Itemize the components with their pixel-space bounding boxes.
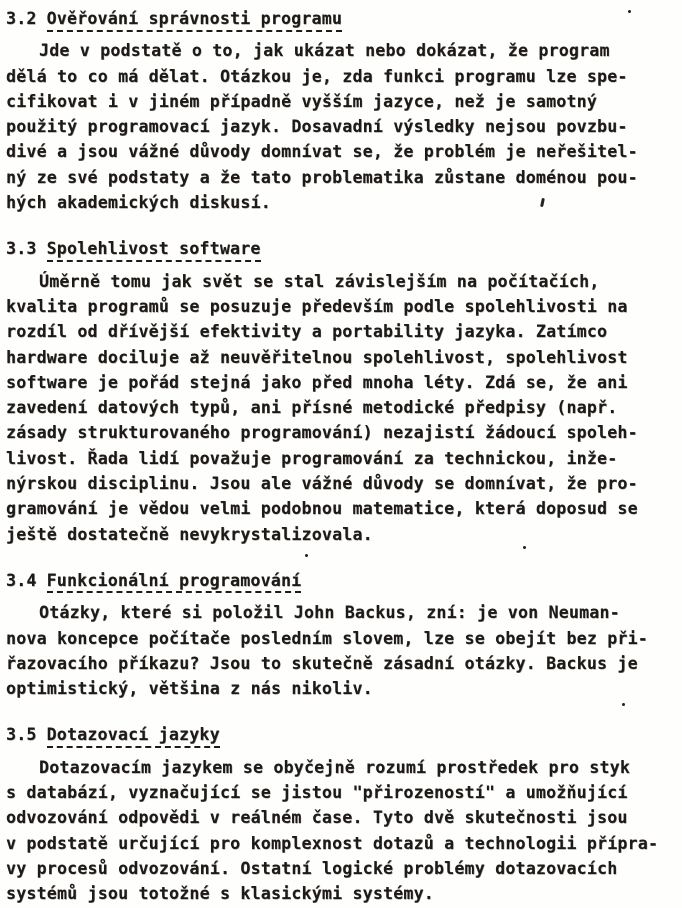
section-heading [6, 236, 676, 261]
section-3-4 [6, 568, 676, 701]
text-line: nýrskou disciplinu. Jsou ale vážné důvody se domnívat, že pro- [6, 474, 638, 494]
text-line: Otázky, které si položil John Backus, zní: je von Neuman- [39, 603, 620, 623]
section-number: 3.4 [6, 570, 37, 590]
text-line: divé a jsou vážné důvody domnívat se, že problém je neřešitel- [6, 142, 638, 162]
text-line: Dotazovacím jazykem se obyčejně rozumí prostředek pro styk [39, 757, 631, 777]
section-heading [6, 568, 676, 593]
paragraph [6, 38, 676, 215]
text-line: hardware dociluje až neuvěřitelnou spolehlivost, spolehlivost [6, 347, 628, 367]
text-line: kvalita programů se posuzuje především podle spolehlivosti na [6, 296, 628, 316]
text-line: ný ze své podstaty a že tato problematika zůstane doménou pou- [6, 167, 638, 187]
paragraph [6, 755, 676, 907]
paragraph [6, 600, 676, 701]
text-line: v podstatě určující pro komplexnost dotazů a technologii přípra- [6, 833, 659, 853]
text-line: nova koncepce počítače posledním slovem, lze se obejít bez při- [6, 628, 648, 648]
text-line: hých akademických diskusí. [6, 193, 271, 213]
text-line: cifikovat i v jiném případně vyšším jazyce, než je samotný [6, 91, 598, 111]
section-number: 3.3 [6, 239, 37, 259]
text-line: Úměrně tomu jak svět se stal závislejším na počítačích, [39, 271, 600, 291]
text-line: s databází, vyznačující se jistou "přirozeností" a umožňující [6, 783, 628, 803]
text-line: ještě dostatečně nevykrystalizovala. [6, 524, 373, 544]
text-line: livost. Řada lidí považuje programování za technickou, inže- [6, 448, 618, 468]
section-title: Spolehlivost software [47, 239, 261, 262]
text-line: dělá to co má dělat. Otázkou je, zda funkci programu lze spe- [6, 66, 628, 86]
section-3-3 [6, 236, 676, 547]
text-line: optimistický, většina z nás nikoliv. [6, 679, 373, 699]
section-number: 3.2 [6, 9, 37, 28]
text-line: gramování je vědou velmi podobnou matematice, která doposud se [6, 499, 638, 519]
text-line: vy procesů odvozování. Ostatní logické problémy dotazovacích [6, 858, 618, 878]
document-content [6, 6, 676, 907]
text-line: software je pořád stejná jako před mnoha léty. Zdá se, že ani [6, 372, 628, 392]
text-line: řazovacího příkazu? Jsou to skutečně zásadní otázky. Backus je [6, 653, 638, 673]
section-title: Funkcionální programování [47, 571, 302, 594]
section-heading [6, 6, 676, 31]
section-number: 3.5 [6, 725, 37, 745]
text-line: odvozování odpovědi v reálném čase. Tyto dvě skutečnosti jsou [6, 808, 628, 828]
text-line: rozdíl od dřívější efektivity a portability jazyka. Zatímco [6, 322, 608, 342]
section-title: Dotazovací jazyky [47, 725, 220, 748]
text-line: systémů jsou totožné s klasickými systémy. [6, 884, 434, 904]
text-line: zavedení datových typů, ani přísné metodické předpisy (např. [6, 398, 618, 418]
paragraph [6, 269, 676, 547]
text-line: použitý programovací jazyk. Dosavadní výsledky nejsou povzbu- [6, 117, 628, 137]
section-3-2 [6, 6, 676, 215]
text-line: Jde v podstatě o to, jak ukázat nebo dokázat, že program [39, 41, 610, 61]
text-line: zásady strukturovaného programování) nezajistí žádoucí spoleh- [6, 423, 638, 443]
section-3-5 [6, 722, 676, 906]
section-heading [6, 722, 676, 747]
section-title: Ověřování správnosti programu [47, 9, 343, 32]
